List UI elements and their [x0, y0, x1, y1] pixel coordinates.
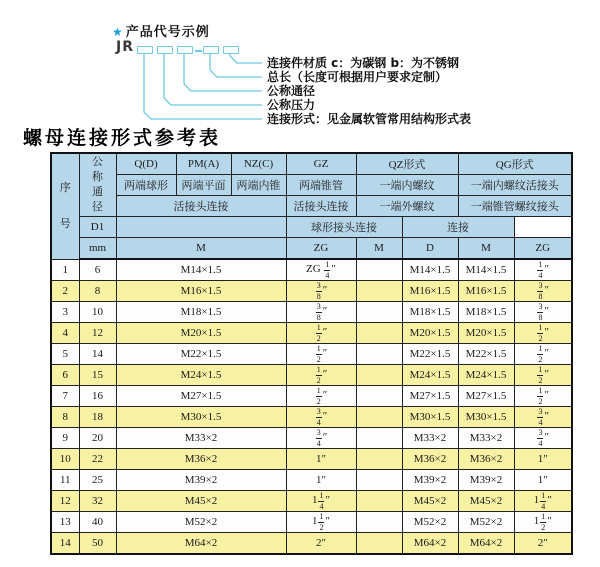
table-row [51, 386, 572, 407]
header-qz: QZ形式 [356, 153, 458, 175]
cell-qg_m: M52×2 [458, 512, 514, 533]
table-row [51, 365, 572, 386]
header-qg-row3: 一端锥管螺纹接头 [458, 196, 572, 217]
table-row [51, 407, 572, 428]
header-pm-sub: 两端平面 [176, 175, 231, 196]
cell-qz_m [356, 533, 402, 555]
header-dn: 公称通径 [79, 153, 116, 217]
cell-qz_m [356, 491, 402, 512]
cell-m: M16×1.5 [116, 281, 286, 302]
cell-gz: 1″ [286, 449, 356, 470]
product-code-prefix: JR [116, 39, 134, 55]
cell-gz: $\frac{3}{4}$ ″ [286, 428, 356, 449]
header-mm: mm [79, 238, 116, 260]
table-title: 螺母连接形式参考表 [23, 128, 222, 149]
cell-qz_d: M18×1.5 [402, 302, 458, 323]
diagram-title [112, 21, 210, 40]
cell-m: M30×1.5 [116, 407, 286, 428]
code-box-1 [137, 46, 153, 54]
cell-qg_m: M22×1.5 [458, 344, 514, 365]
cell-seq: 3 [51, 302, 79, 323]
cell-qz_m [356, 470, 402, 491]
cell-seq: 6 [51, 365, 79, 386]
table-row [51, 344, 572, 365]
cell-qg_m: M39×2 [458, 470, 514, 491]
header-qg-row2: 一端内螺纹活接头 [458, 175, 572, 196]
code-box-5 [223, 46, 239, 54]
cell-gz: 1 $\frac{1}{4}$ ″ [286, 491, 356, 512]
diagram-label-3: 公称通径 [267, 84, 316, 98]
cell-qg_m: M45×2 [458, 491, 514, 512]
diagram-label-5: 连接形式：见金属软管常用结构形式表 [267, 112, 472, 126]
cell-gz: $\frac{1}{2}$ ″ [286, 386, 356, 407]
table-header [51, 153, 572, 259]
cell-gz: $\frac{3}{8}$ ″ [286, 281, 356, 302]
cell-qz_d: M33×2 [402, 428, 458, 449]
cell-qz_d: M16×1.5 [402, 281, 458, 302]
cell-m: M24×1.5 [116, 365, 286, 386]
cell-qz_m [356, 259, 402, 281]
cell-qg_zg: 1″ [514, 470, 572, 491]
cell-qg_zg: $\frac{3}{8}$ ″ [514, 302, 572, 323]
nut-connection-table [50, 152, 573, 555]
cell-qz_d: M27×1.5 [402, 386, 458, 407]
cell-qg_m: M33×2 [458, 428, 514, 449]
header-gz-union: 活接头连接 [286, 196, 356, 217]
cell-qz_d: M30×1.5 [402, 407, 458, 428]
cell-qz_m [356, 386, 402, 407]
cell-qz_m [356, 428, 402, 449]
cell-qz_d: M64×2 [402, 533, 458, 555]
cell-m: M39×2 [116, 470, 286, 491]
header-qz-row3: 一端外螺纹 [356, 196, 458, 217]
cell-gz: ZG $\frac{1}{4}$ ″ [286, 259, 356, 281]
header-qg-row4: 连接 [402, 217, 514, 238]
cell-qz_d: M52×2 [402, 512, 458, 533]
cell-dn: 10 [79, 302, 116, 323]
cell-qg_zg: $\frac{3}{4}$ ″ [514, 428, 572, 449]
header-d1: D1 [79, 217, 116, 238]
cell-qz_d: M20×1.5 [402, 323, 458, 344]
header-empty-1 [116, 217, 286, 238]
cell-gz: 1″ [286, 470, 356, 491]
table-row [51, 323, 572, 344]
cell-qz_d: M39×2 [402, 470, 458, 491]
diagram-title-text: 产品代号示例 [125, 25, 210, 40]
cell-qz_m [356, 344, 402, 365]
cell-qz_d: M22×1.5 [402, 344, 458, 365]
cell-qz_m [356, 407, 402, 428]
cell-qg_m: M36×2 [458, 449, 514, 470]
cell-qg_m: M14×1.5 [458, 259, 514, 281]
header-nz: NZ(C) [231, 153, 286, 175]
cell-seq: 14 [51, 533, 79, 555]
cell-qg_m: M24×1.5 [458, 365, 514, 386]
table-row [51, 281, 572, 302]
code-box-4 [203, 46, 219, 54]
diagram-label-4: 公称压力 [267, 98, 316, 112]
star-icon: ★ [112, 25, 124, 39]
header-zg: ZG [286, 238, 356, 260]
cell-qz_m [356, 281, 402, 302]
cell-dn: 50 [79, 533, 116, 555]
code-dash [195, 50, 202, 52]
cell-qg_zg: $\frac{1}{2}$ ″ [514, 344, 572, 365]
code-box-2 [157, 46, 173, 54]
cell-qg_m: M18×1.5 [458, 302, 514, 323]
cell-m: M33×2 [116, 428, 286, 449]
table-body [51, 259, 572, 554]
cell-gz: $\frac{3}{4}$ ″ [286, 407, 356, 428]
cell-qg_m: M27×1.5 [458, 386, 514, 407]
diagram-label-2: 总长（长度可根据用户要求定制） [267, 70, 448, 84]
cell-seq: 10 [51, 449, 79, 470]
table-row [51, 470, 572, 491]
cell-seq: 1 [51, 259, 79, 281]
table-row [51, 512, 572, 533]
header-qz-row4: 球形接头连接 [286, 217, 402, 238]
diagram-labels [267, 56, 471, 126]
table-row [51, 302, 572, 323]
diagram-label-1: 连接件材质 c：为碳钢 b：为不锈钢 [267, 56, 460, 70]
cell-dn: 25 [79, 470, 116, 491]
cell-seq: 7 [51, 386, 79, 407]
cell-qz_d: M14×1.5 [402, 259, 458, 281]
table-row [51, 428, 572, 449]
cell-qz_m [356, 365, 402, 386]
cell-qz_m [356, 512, 402, 533]
cell-qg_m: M30×1.5 [458, 407, 514, 428]
cell-seq: 8 [51, 407, 79, 428]
cell-dn: 18 [79, 407, 116, 428]
cell-qg_zg: $\frac{1}{2}$ ″ [514, 365, 572, 386]
cell-dn: 16 [79, 386, 116, 407]
table-row [51, 259, 572, 281]
cell-seq: 5 [51, 344, 79, 365]
cell-qz_m [356, 323, 402, 344]
cell-m: M20×1.5 [116, 323, 286, 344]
cell-qz_d: M24×1.5 [402, 365, 458, 386]
cell-qg_m: M64×2 [458, 533, 514, 555]
cell-gz: $\frac{1}{2}$ ″ [286, 365, 356, 386]
cell-gz: $\frac{3}{8}$ ″ [286, 302, 356, 323]
cell-seq: 11 [51, 470, 79, 491]
cell-gz: 2″ [286, 533, 356, 555]
header-qg-m: M [458, 238, 514, 260]
table-row [51, 449, 572, 470]
cell-gz: $\frac{1}{2}$ ″ [286, 344, 356, 365]
cell-qg_zg: $\frac{1}{2}$ ″ [514, 386, 572, 407]
cell-qg_zg: 1 $\frac{1}{2}$ ″ [514, 512, 572, 533]
cell-dn: 20 [79, 428, 116, 449]
header-gz-sub: 两端锥管 [286, 175, 356, 196]
cell-m: M45×2 [116, 491, 286, 512]
header-qg-zg: ZG [514, 238, 572, 260]
cell-qg_zg: $\frac{3}{8}$ ″ [514, 281, 572, 302]
cell-seq: 12 [51, 491, 79, 512]
cell-dn: 40 [79, 512, 116, 533]
cell-m: M64×2 [116, 533, 286, 555]
header-gz: GZ [286, 153, 356, 175]
header-qd: Q(D) [116, 153, 176, 175]
code-box-3 [177, 46, 193, 54]
cell-qg_zg: $\frac{1}{2}$ ″ [514, 323, 572, 344]
cell-seq: 2 [51, 281, 79, 302]
cell-seq: 4 [51, 323, 79, 344]
cell-dn: 12 [79, 323, 116, 344]
cell-qz_m [356, 302, 402, 323]
cell-m: M14×1.5 [116, 259, 286, 281]
cell-qz_d: M36×2 [402, 449, 458, 470]
cell-gz: 1 $\frac{1}{2}$ ″ [286, 512, 356, 533]
cell-m: M22×1.5 [116, 344, 286, 365]
cell-qz_d: M45×2 [402, 491, 458, 512]
cell-m: M36×2 [116, 449, 286, 470]
cell-dn: 22 [79, 449, 116, 470]
cell-dn: 8 [79, 281, 116, 302]
cell-qg_m: M20×1.5 [458, 323, 514, 344]
cell-dn: 6 [79, 259, 116, 281]
header-pm: PM(A) [176, 153, 231, 175]
cell-qg_m: M16×1.5 [458, 281, 514, 302]
cell-qz_m [356, 449, 402, 470]
cell-qg_zg: $\frac{3}{4}$ ″ [514, 407, 572, 428]
header-seq: 序号 [51, 153, 79, 259]
cell-m: M27×1.5 [116, 386, 286, 407]
cell-gz: $\frac{1}{2}$ ″ [286, 323, 356, 344]
cell-seq: 9 [51, 428, 79, 449]
cell-qg_zg: $\frac{1}{4}$ ″ [514, 259, 572, 281]
header-qz-m: M [356, 238, 402, 260]
cell-qg_zg: 1″ [514, 449, 572, 470]
header-qz-row2: 一端内螺纹 [356, 175, 458, 196]
cell-dn: 32 [79, 491, 116, 512]
header-nz-sub: 两端内锥 [231, 175, 286, 196]
header-qg: QG形式 [458, 153, 572, 175]
cell-qg_zg: 2″ [514, 533, 572, 555]
cell-dn: 15 [79, 365, 116, 386]
header-qz-d: D [402, 238, 458, 260]
cell-qg_zg: 1 $\frac{1}{4}$ ″ [514, 491, 572, 512]
cell-seq: 13 [51, 512, 79, 533]
header-union-conn: 活接头连接 [116, 196, 286, 217]
cell-m: M52×2 [116, 512, 286, 533]
cell-dn: 14 [79, 344, 116, 365]
table-row [51, 533, 572, 555]
header-qd-sub: 两端球形 [116, 175, 176, 196]
header-m: M [116, 238, 286, 260]
table-row [51, 491, 572, 512]
cell-m: M18×1.5 [116, 302, 286, 323]
